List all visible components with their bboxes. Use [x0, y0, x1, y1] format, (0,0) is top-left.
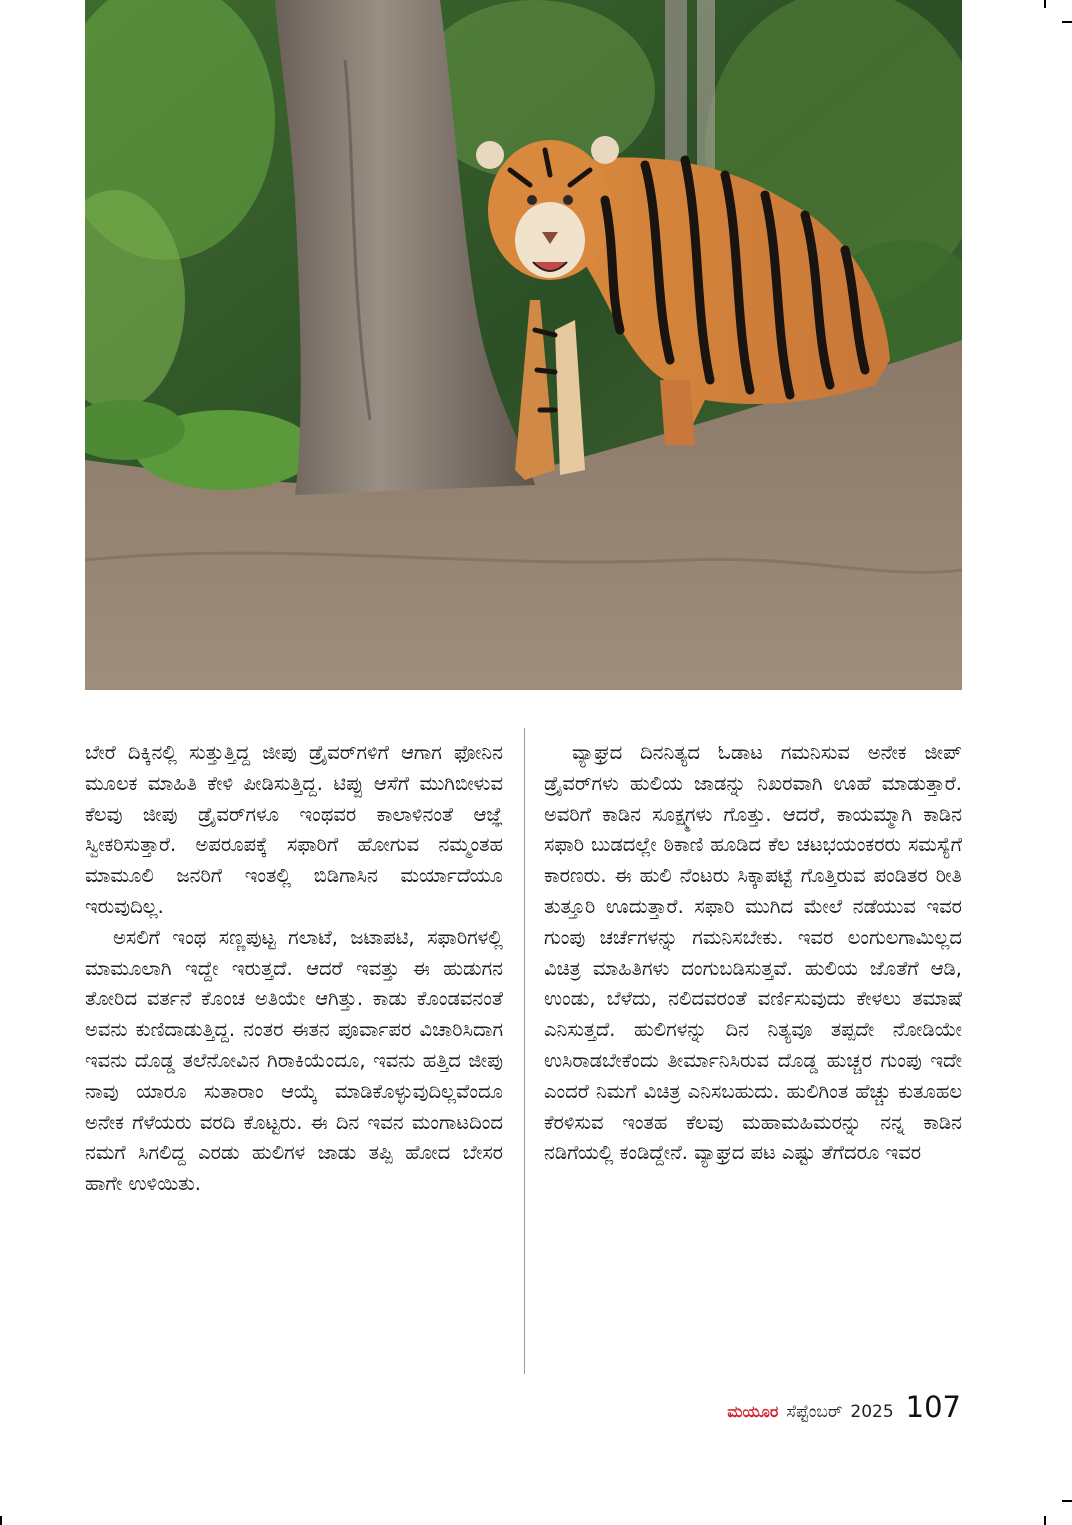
- article-column-left: [85, 738, 503, 1200]
- column-divider: [524, 728, 525, 1374]
- article-column-right: [544, 738, 962, 1169]
- tiger-photo: [85, 0, 962, 690]
- issue-month: ಸೆಪ್ಟೆಂಬರ್: [786, 1402, 843, 1422]
- crop-mark: [1062, 1500, 1072, 1502]
- article-paragraph: ವ್ಯಾಘ್ರದ ದಿನನಿತ್ಯದ ಓಡಾಟ ಗಮನಿಸುವ ಅನೇಕ ಜೀಪ್ ಡ್ರೈವರ್‌ಗಳು ಹುಲಿಯ ಜಾಡನ್ನು ನಿಖರವಾಗಿ ಊಹೆ ಮಾಡುತ್ತಾರೆ. ಅವರಿಗೆ ಕಾಡಿನ ಸೂಕ್ಷ್ಮಗಳು ಗೊತ್ತು. ಆದರೆ, ಕಾಯಮ್ಮಾಗಿ ಕಾಡಿನ ಸಫಾರಿ ಬುಡದಲ್ಲೇ ಠಿಕಾಣಿ ಹೂಡಿದ ಕೆಲ ಚಟಭಯಂಕರರು ಸಮಸ್ಯೆಗೆ ಕಾರಣರು. ಈ ಹುಲಿ ನೆಂಟರು ಸಿಕ್ಕಾಪಟ್ಟೆ ಗೊತ್ತಿರುವ ಪಂಡಿತರ ರೀತಿ ತುತ್ತೂರಿ ಊದುತ್ತಾರೆ. ಸಫಾರಿ ಮುಗಿದ ಮೇಲೆ ನಡೆಯುವ ಇವರ ಗುಂಪು ಚರ್ಚೆಗಳನ್ನು ಗಮನಿಸಬೇಕು. ಇವರ ಲಂಗುಲಗಾಮಿಲ್ಲದ ವಿಚಿತ್ರ ಮಾಹಿತಿಗಳು ದಂಗುಬಡಿಸುತ್ತವೆ. ಹುಲಿಯ ಜೊತೆಗೆ ಆಡಿ, ಉಂಡು, ಬೆಳೆದು, ನಲಿದವರಂತೆ ವರ್ಣಿಸುವುದು ಕೇಳಲು ತಮಾಷೆ ಎನಿಸುತ್ತದೆ. ಹುಲಿಗಳನ್ನು ದಿನ ನಿತ್ಯವೂ ತಪ್ಪದೇ ನೋಡಿಯೇ ಉಸಿರಾಡಬೇಕೆಂದು ತೀರ್ಮಾನಿಸಿರುವ ದೊಡ್ಡ ಹುಚ್ಚರ ಗುಂಪು ಇದೇ ಎಂದರೆ ನಿಮಗೆ ವಿಚಿತ್ರ ಎನಿಸಬಹುದು. ಹುಲಿಗಿಂತ ಹೆಚ್ಚು ಕುತೂಹಲ ಕೆರಳಿಸುವ ಇಂತಹ ಕೆಲವು ಮಹಾಮಹಿಮರನ್ನು ನನ್ನ ಕಾಡಿನ ನಡಿಗೆಯಲ್ಲಿ ಕಂಡಿದ್ದೇನೆ. ವ್ಯಾಘ್ರದ ಪಟ ಎಷ್ಟು ತೆಗೆದರೂ ಇವರ: [544, 741, 962, 1165]
- issue-year: 2025: [850, 1402, 894, 1422]
- magazine-brand: ಮಯೂರ: [727, 1402, 779, 1421]
- crop-mark: [1044, 0, 1046, 8]
- page-footer: [727, 1390, 961, 1430]
- crop-mark: [1062, 21, 1072, 23]
- crop-mark: [1044, 1516, 1046, 1525]
- article-paragraph: ಬೇರೆ ದಿಕ್ಕಿನಲ್ಲಿ ಸುತ್ತುತ್ತಿದ್ದ ಜೀಪು ಡ್ರೈವರ್‌ಗಳಿಗೆ ಆಗಾಗ ಫೋನಿನ ಮೂಲಕ ಮಾಹಿತಿ ಕೇಳಿ ಪೀಡಿಸುತ್ತಿದ್ದ. ಟಿಪ್ಪು ಆಸೆಗೆ ಮುಗಿಬೀಳುವ ಕೆಲವು ಜೀಪು ಡ್ರೈವರ್‌ಗಳೂ ಇಂಥವರ ಕಾಲಾಳಿನಂತೆ ಆಜ್ಞೆ ಸ್ವೀಕರಿಸುತ್ತಾರೆ. ಅಪರೂಪಕ್ಕೆ ಸಫಾರಿಗೆ ಹೋಗುವ ನಮ್ಮಂತಹ ಮಾಮೂಲಿ ಜನರಿಗೆ ಇಂತಲ್ಲಿ ಬಿಡಿಗಾಸಿನ ಮರ್ಯಾದೆಯೂ ಇರುವುದಿಲ್ಲ.: [85, 741, 503, 918]
- article-paragraph: ಅಸಲಿಗೆ ಇಂಥ ಸಣ್ಣಪುಟ್ಟ ಗಲಾಟೆ, ಜಟಾಪಟಿ, ಸಫಾರಿಗಳಲ್ಲಿ ಮಾಮೂಲಾಗಿ ಇದ್ದೇ ಇರುತ್ತದೆ. ಆದರೆ ಇವತ್ತು ಈ ಹುಡುಗನ ತೋರಿದ ವರ್ತನೆ ಕೊಂಚ ಅತಿಯೇ ಆಗಿತ್ತು. ಕಾಡು ಕೊಂಡವನಂತೆ ಅವನು ಕುಣಿದಾಡುತ್ತಿದ್ದ. ನಂತರ ಈತನ ಪೂರ್ವಾಪರ ವಿಚಾರಿಸಿದಾಗ ಇವನು ದೊಡ್ಡ ತಲೆನೋವಿನ ಗಿರಾಕಿಯೆಂದೂ, ಇವನು ಹತ್ತಿದ ಜೀಪು ನಾವು ಯಾರೂ ಸುತಾರಾಂ ಆಯ್ಕೆ ಮಾಡಿಕೊಳ್ಳುವುದಿಲ್ಲವೆಂದೂ ಅನೇಕ ಗೆಳೆಯರು ವರದಿ ಕೊಟ್ಟರು. ಈ ದಿನ ಇವನ ಮಂಗಾಟದಿಂದ ನಮಗೆ ಸಿಗಲಿದ್ದ ಎರಡು ಹುಲಿಗಳ ಜಾಡು ತಪ್ಪಿ ಹೋದ ಬೇಸರ ಹಾಗೇ ಉಳಿಯಿತು.: [85, 925, 503, 1196]
- page-number: 107: [905, 1390, 961, 1424]
- crop-mark: [0, 1516, 2, 1525]
